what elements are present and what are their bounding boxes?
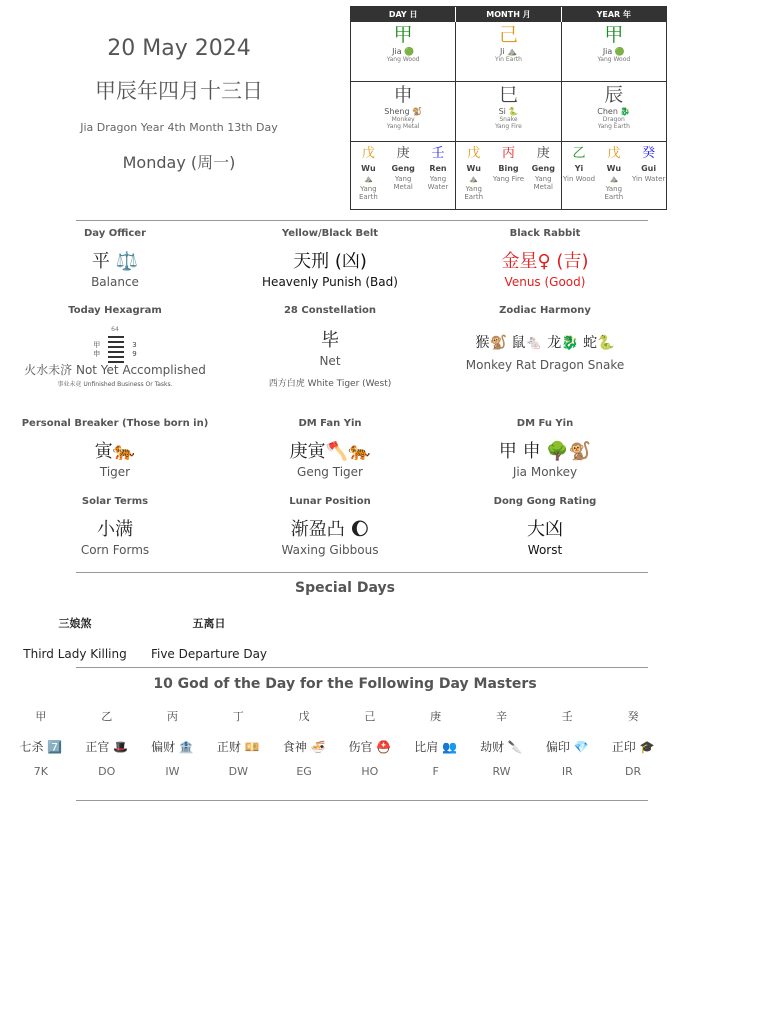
hidden-stem — [562, 146, 597, 209]
hidden-char: 壬 — [431, 146, 445, 161]
hexagram-left: 甲 申 — [93, 340, 101, 358]
hidden-char: 庚 — [396, 146, 410, 161]
god-name: 正财 💴 — [216, 740, 260, 754]
branch-animal: Dragon — [602, 116, 625, 123]
god-name: 比肩 👥 — [414, 740, 458, 754]
month-hidden-stems — [456, 142, 560, 209]
solar-terms — [0, 496, 230, 557]
dong-gong-rating — [430, 496, 660, 557]
hidden-type: Yang Earth — [359, 185, 378, 201]
day-master: 己 — [364, 710, 376, 723]
day-master: 甲 — [35, 710, 47, 723]
hidden-stem — [421, 146, 456, 209]
dong-gong-sub: Worst — [527, 543, 563, 557]
mountain-icon: ⛰️ — [469, 175, 479, 183]
hidden-name: Gui — [641, 164, 657, 173]
hidden-name: Wu — [606, 164, 622, 173]
belt-value: 天刑 (凶) — [293, 251, 367, 272]
hidden-name: Geng — [531, 164, 555, 173]
branch-name: Si 🐍 — [498, 107, 519, 116]
fu-yin-sub: Jia Monkey — [512, 465, 578, 479]
hidden-name: Geng — [391, 164, 415, 173]
hidden-name: Wu — [361, 164, 376, 173]
god-item — [271, 708, 337, 778]
day-hidden-stems — [351, 142, 455, 209]
hidden-type: Yang Metal — [393, 175, 413, 191]
branch-char: 巳 — [498, 84, 518, 106]
mountain-icon: ⛰️ — [609, 175, 619, 183]
month-branch — [456, 82, 560, 142]
god-name: 偏印 💎 — [545, 740, 589, 754]
day-master: 癸 — [627, 710, 639, 723]
header-year: YEAR 年 — [596, 10, 632, 19]
god-item — [205, 708, 271, 778]
constellation-sub: Net — [319, 354, 341, 368]
god-abbr: HO — [361, 765, 379, 778]
month-stem — [456, 22, 560, 82]
solar-value: 小满 — [97, 519, 133, 540]
special-day-item — [145, 615, 273, 661]
god-abbr: F — [432, 765, 439, 778]
solar-label: Solar Terms — [81, 496, 149, 507]
fu-yin-label: DM Fu Yin — [516, 418, 574, 429]
constellation-label: 28 Constellation — [283, 305, 377, 316]
breaker-sub: Tiger — [99, 465, 131, 479]
branch-char: 申 — [393, 84, 413, 106]
lunar-value: 渐盈凸 🌔 — [290, 519, 370, 540]
ten-gods-title: 10 God of the Day for the Following Day Masters — [153, 676, 537, 692]
personal-breaker — [0, 418, 230, 479]
hidden-name: Bing — [498, 164, 519, 173]
god-item — [469, 708, 535, 778]
god-abbr: DO — [98, 765, 116, 778]
stem-desc: Yin Earth — [495, 56, 522, 63]
breaker-value: 寅🐅 — [94, 441, 136, 462]
day-master: 壬 — [561, 710, 573, 723]
hidden-stem — [351, 146, 386, 209]
ten-gods-row — [8, 708, 666, 778]
day-master: 乙 — [101, 710, 113, 723]
god-name: 食神 🍜 — [282, 740, 326, 754]
hidden-stem — [631, 146, 666, 209]
god-abbr: DW — [228, 765, 248, 778]
day-branch — [351, 82, 455, 142]
pillars-header — [351, 7, 666, 22]
god-item — [403, 708, 469, 778]
divider — [76, 220, 648, 221]
hidden-name: Wu — [466, 164, 481, 173]
hidden-type: Yin Wood — [562, 175, 596, 183]
stem-char: 甲 — [393, 24, 413, 46]
hidden-stem — [526, 146, 561, 209]
hexagram-label: Today Hexagram — [68, 305, 162, 316]
four-pillars-table — [350, 6, 667, 210]
day-stem — [351, 22, 455, 82]
stem-char: 甲 — [604, 24, 624, 46]
rabbit-label: Black Rabbit — [509, 228, 581, 239]
day-officer-sub: Balance — [91, 275, 139, 289]
hidden-type: Yang Fire — [492, 175, 525, 183]
special-day-en: Third Lady Killing — [23, 647, 127, 661]
black-rabbit — [430, 228, 660, 289]
hidden-name: Ren — [429, 164, 447, 173]
hidden-char: 癸 — [642, 146, 656, 161]
branch-animal: Monkey — [391, 116, 415, 123]
hidden-type: Yang Metal — [533, 175, 553, 191]
god-abbr: RW — [492, 765, 511, 778]
dong-gong-value: 大凶 — [527, 519, 563, 540]
hidden-char: 戊 — [467, 146, 481, 161]
fan-yin-label: DM Fan Yin — [298, 418, 362, 429]
god-name: 正官 🎩 — [85, 740, 129, 754]
zodiac-sub: Monkey Rat Dragon Snake — [465, 358, 625, 372]
stem-name: Jia 🟢 — [392, 47, 415, 56]
special-day-cn: 三娘煞 — [58, 617, 92, 630]
hidden-type: Yang Water — [427, 175, 449, 191]
yellow-black-belt — [215, 228, 445, 289]
special-day-cn: 五离日 — [192, 617, 226, 630]
zodiac-harmony — [430, 305, 660, 372]
hexagram-number: 64 — [111, 326, 119, 333]
year-stem — [562, 22, 666, 82]
hidden-name: Yi — [574, 164, 584, 173]
hexagram-right: 3 9 — [132, 340, 137, 358]
gregorian-date: 20 May 2024 — [107, 36, 251, 61]
god-abbr: EG — [296, 765, 312, 778]
fan-yin-value: 庚寅🪓🐅 — [289, 441, 371, 462]
constellation — [215, 305, 445, 389]
fu-yin-value: 甲 申 🌳🐒 — [498, 441, 592, 462]
day-pillar — [351, 22, 456, 209]
special-day-en: Five Departure Day — [150, 647, 268, 661]
hidden-char: 庚 — [536, 146, 550, 161]
special-day-item — [15, 615, 135, 661]
god-item — [8, 708, 74, 778]
branch-name: Sheng 🐒 — [384, 107, 423, 116]
breaker-label: Personal Breaker (Those born in) — [21, 418, 209, 429]
divider — [76, 800, 648, 801]
god-item — [600, 708, 666, 778]
lunar-position — [215, 496, 445, 557]
hidden-stem — [386, 146, 421, 209]
solar-sub: Corn Forms — [80, 543, 150, 557]
hidden-type: Yang Earth — [604, 185, 624, 201]
year-branch — [562, 82, 666, 142]
god-name: 偏财 🏦 — [151, 740, 194, 754]
zodiac-value: 猴🐒 鼠🐁 龙🐉 蛇🐍 — [475, 335, 615, 351]
header-day: DAY 日 — [351, 7, 456, 22]
god-abbr: IR — [561, 765, 573, 778]
today-hexagram — [0, 305, 230, 388]
day-master: 丙 — [166, 710, 178, 723]
day-officer-label: Day Officer — [83, 228, 147, 239]
lunar-label: Lunar Position — [289, 496, 371, 507]
hidden-stem — [456, 146, 491, 209]
god-item — [140, 708, 206, 778]
year-pillar — [562, 22, 666, 209]
branch-name: Chen 🐉 — [597, 107, 631, 116]
stem-desc: Yang Wood — [386, 56, 420, 63]
day-master: 丁 — [232, 710, 244, 723]
branch-desc: Yang Fire — [495, 123, 522, 130]
day-master: 辛 — [495, 710, 507, 723]
divider — [76, 667, 648, 668]
hidden-char: 乙 — [572, 146, 586, 161]
hidden-stem — [491, 146, 526, 209]
god-abbr: IW — [165, 765, 180, 778]
hexagram-note: 事业未竟 Unfinished Business Or Tasks. — [57, 381, 173, 388]
god-item — [337, 708, 403, 778]
god-name: 七杀 7️⃣ — [19, 740, 63, 754]
special-days-title: Special Days — [295, 580, 395, 596]
god-abbr: DR — [625, 765, 642, 778]
god-name: 伤官 ⛑️ — [348, 740, 392, 754]
english-lunar-date: Jia Dragon Year 4th Month 13th Day — [80, 121, 278, 134]
date-block — [40, 30, 318, 173]
god-item — [74, 708, 140, 778]
constellation-note: 西方白虎 White Tiger (West) — [268, 379, 392, 389]
rabbit-sub: Venus (Good) — [504, 275, 586, 289]
year-hidden-stems — [562, 142, 666, 209]
dm-fu-yin — [430, 418, 660, 479]
hexagram-value: 火水未济 Not Yet Accomplished — [24, 363, 206, 377]
lunar-sub: Waxing Gibbous — [281, 543, 379, 557]
zodiac-label: Zodiac Harmony — [499, 305, 591, 316]
dong-gong-label: Dong Gong Rating — [493, 496, 597, 507]
fan-yin-sub: Geng Tiger — [297, 465, 363, 479]
god-name: 正印 🎓 — [611, 740, 655, 754]
hidden-type: Yang Earth — [464, 185, 484, 201]
stem-desc: Yang Wood — [597, 56, 631, 63]
weekday: Monday (周一) — [122, 153, 236, 172]
constellation-value: 毕 — [321, 330, 339, 351]
god-abbr: 7K — [33, 765, 48, 778]
hidden-char: 戊 — [361, 146, 375, 161]
day-master: 戊 — [298, 710, 310, 723]
hidden-char: 戊 — [607, 146, 621, 161]
stem-char: 己 — [498, 24, 518, 46]
branch-animal: Snake — [499, 116, 518, 123]
hidden-stem — [596, 146, 631, 209]
belt-label: Yellow/Black Belt — [281, 228, 379, 239]
god-name: 劫财 🔪 — [480, 740, 523, 754]
chinese-date: 甲辰年四月十三日 — [95, 79, 263, 103]
branch-desc: Yang Metal — [386, 123, 420, 130]
stem-name: Jia 🟢 — [602, 47, 625, 56]
divider — [76, 572, 648, 573]
day-officer — [0, 228, 230, 289]
mountain-icon: ⛰️ — [364, 175, 373, 183]
branch-desc: Yang Earth — [597, 123, 630, 130]
belt-sub: Heavenly Punish (Bad) — [262, 275, 398, 289]
stem-name: Ji ⛰️ — [499, 47, 518, 56]
hidden-type: Yin Water — [631, 175, 666, 183]
dm-fan-yin — [215, 418, 445, 479]
rabbit-value: 金星♀ (吉) — [501, 251, 589, 272]
day-officer-value: 平 ⚖️ — [91, 251, 139, 272]
header-month: MONTH 月 — [456, 7, 561, 22]
god-item — [534, 708, 600, 778]
branch-char: 辰 — [604, 84, 624, 106]
month-pillar — [456, 22, 561, 209]
hidden-char: 丙 — [501, 146, 515, 161]
day-master: 庚 — [430, 710, 442, 723]
